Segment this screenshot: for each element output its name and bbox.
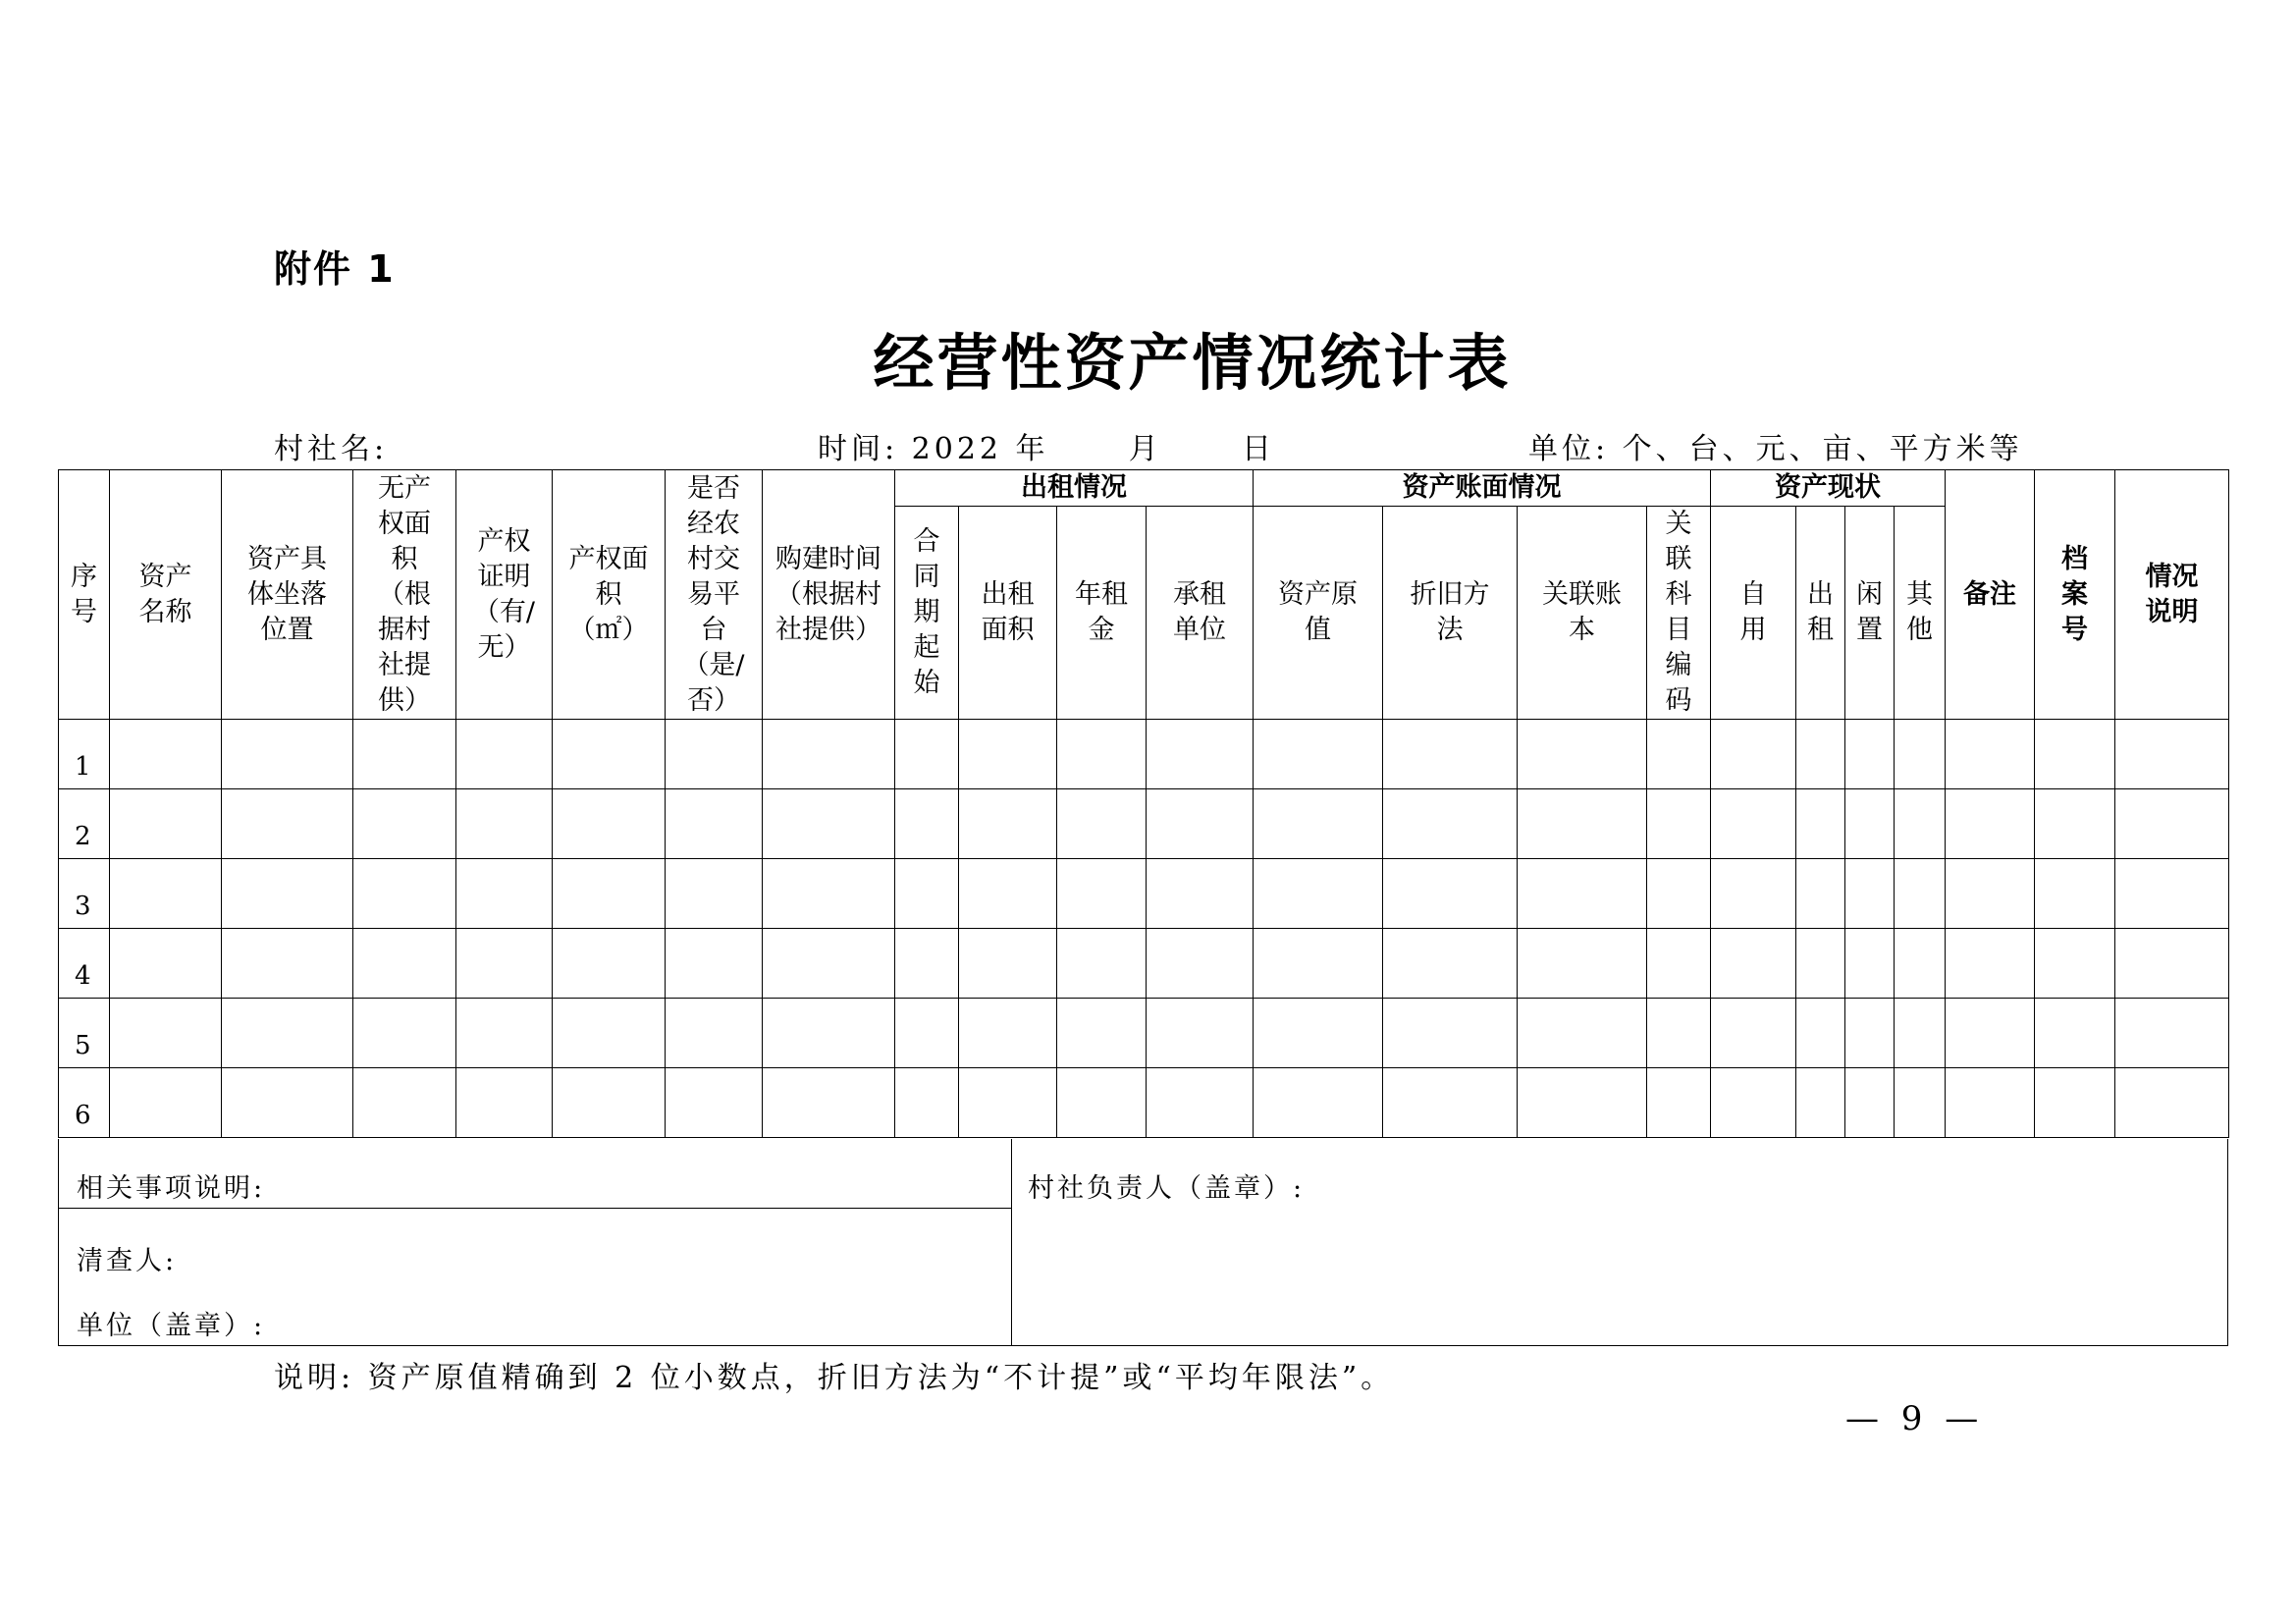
- header-rental-group: 出租情况: [895, 470, 1254, 507]
- header-related-book: 关联账本: [1518, 507, 1647, 720]
- table-cell: [1518, 789, 1647, 859]
- table-cell: [1147, 720, 1254, 789]
- header-status-group: 资产现状: [1711, 470, 1946, 507]
- table-cell: [1711, 1068, 1796, 1138]
- table-cell: [1845, 929, 1895, 999]
- unit-label: 单位: 个、台、元、亩、平方米等: [1528, 432, 2023, 466]
- table-cell: [1057, 999, 1147, 1068]
- table-cell: [666, 999, 763, 1068]
- table-cell: [1711, 720, 1796, 789]
- table-cell: [1946, 1068, 2035, 1138]
- related-matters-label: 相关事项说明:: [77, 1173, 266, 1204]
- table-cell: [959, 929, 1057, 999]
- table-cell: [1711, 789, 1796, 859]
- table-cell: [2115, 1068, 2229, 1138]
- page-number: — 9 —: [1845, 1399, 1985, 1438]
- row-number: 3: [59, 859, 110, 929]
- table-cell: [1383, 929, 1518, 999]
- inspector-label: 清查人:: [77, 1246, 178, 1276]
- header-idle: 闲置: [1845, 507, 1895, 720]
- table-cell: [1895, 1068, 1946, 1138]
- header-contract-start: 合同期起始: [895, 507, 959, 720]
- table-cell: [110, 999, 222, 1068]
- table-cell: [763, 1068, 895, 1138]
- table-cell: [959, 789, 1057, 859]
- table-cell: [222, 929, 353, 999]
- table-cell: [1383, 859, 1518, 929]
- table-cell: [895, 929, 959, 999]
- table-cell: [895, 789, 959, 859]
- table-cell: [1711, 929, 1796, 999]
- header-tenant: 承租单位: [1147, 507, 1254, 720]
- table-cell: [1845, 1068, 1895, 1138]
- table-cell: [2115, 999, 2229, 1068]
- table-cell: [2035, 999, 2115, 1068]
- table-cell: [1147, 999, 1254, 1068]
- footnote: 说明: 资产原值精确到 2 位小数点，折旧方法为“不计提”或“平均年限法”。: [274, 1361, 1395, 1395]
- table-cell: [763, 720, 895, 789]
- table-cell: [895, 720, 959, 789]
- table-cell: [1057, 1068, 1147, 1138]
- table-cell: [666, 1068, 763, 1138]
- table-cell: [1796, 859, 1845, 929]
- table-cell: [959, 720, 1057, 789]
- table-cell: [1895, 789, 1946, 859]
- table-cell: [553, 720, 666, 789]
- table-cell: [1845, 720, 1895, 789]
- header-subject-code: 关联科目编码: [1647, 507, 1711, 720]
- table-cell: [763, 789, 895, 859]
- row-number: 4: [59, 929, 110, 999]
- table-cell: [222, 789, 353, 859]
- table-row: [59, 859, 2229, 929]
- table-cell: [1711, 859, 1796, 929]
- table-cell: [1946, 789, 2035, 859]
- table-cell: [2115, 859, 2229, 929]
- table-cell: [2115, 929, 2229, 999]
- table-cell: [1518, 999, 1647, 1068]
- table-cell: [110, 859, 222, 929]
- table-cell: [456, 789, 553, 859]
- table-cell: [1946, 929, 2035, 999]
- table-cell: [1895, 929, 1946, 999]
- table-row: [59, 1068, 2229, 1138]
- village-head-seal-label: 村社负责人（盖章）:: [1028, 1173, 1306, 1204]
- table-cell: [456, 929, 553, 999]
- header-annual-rent: 年租金: [1057, 507, 1147, 720]
- row-number: 6: [59, 1068, 110, 1138]
- table-cell: [2035, 720, 2115, 789]
- table-cell: [456, 999, 553, 1068]
- table-cell: [895, 859, 959, 929]
- time-label: 时间: 2022 年 月 日: [818, 432, 1275, 466]
- table-cell: [1518, 929, 1647, 999]
- header-depreciation: 折旧方法: [1383, 507, 1518, 720]
- table-cell: [1254, 999, 1383, 1068]
- header-rented: 出租: [1796, 507, 1845, 720]
- header-location: 资产具体坐落位置: [222, 470, 353, 720]
- table-cell: [1147, 859, 1254, 929]
- table-cell: [1057, 720, 1147, 789]
- table-cell: [353, 789, 456, 859]
- table-cell: [353, 859, 456, 929]
- table-cell: [1254, 859, 1383, 929]
- table-cell: [456, 859, 553, 929]
- table-cell: [2035, 789, 2115, 859]
- table-cell: [553, 1068, 666, 1138]
- header-rental-area: 出租面积: [959, 507, 1057, 720]
- table-cell: [456, 720, 553, 789]
- table-cell: [1647, 720, 1711, 789]
- table-cell: [1147, 789, 1254, 859]
- table-cell: [110, 720, 222, 789]
- table-cell: [1254, 1068, 1383, 1138]
- table-cell: [1796, 1068, 1845, 1138]
- table-cell: [1383, 720, 1518, 789]
- table-cell: [2115, 720, 2229, 789]
- table-cell: [2115, 789, 2229, 859]
- table-cell: [353, 999, 456, 1068]
- table-cell: [1845, 789, 1895, 859]
- table-cell: [553, 999, 666, 1068]
- table-cell: [2035, 859, 2115, 929]
- table-cell: [959, 999, 1057, 1068]
- table-cell: [222, 999, 353, 1068]
- header-cert: 产权证明（有/无）: [456, 470, 553, 720]
- table-cell: [353, 929, 456, 999]
- table-cell: [1895, 859, 1946, 929]
- header-no-cert-area: 无产权面积（根据村社提供）: [353, 470, 456, 720]
- table-cell: [222, 720, 353, 789]
- table-cell: [666, 929, 763, 999]
- table-cell: [1796, 789, 1845, 859]
- table-cell: [1383, 1068, 1518, 1138]
- table-cell: [1147, 1068, 1254, 1138]
- table-row: [59, 929, 2229, 999]
- table-cell: [1254, 720, 1383, 789]
- table-cell: [1647, 929, 1711, 999]
- header-explanation: 情况说明: [2115, 470, 2229, 720]
- footer-box: [58, 1139, 2228, 1346]
- table-cell: [2035, 1068, 2115, 1138]
- table-row: [59, 720, 2229, 789]
- table-cell: [222, 859, 353, 929]
- table-cell: [1796, 720, 1845, 789]
- header-trade-platform: 是否经农村交易平台（是/否）: [666, 470, 763, 720]
- header-other: 其他: [1895, 507, 1946, 720]
- table-cell: [1895, 720, 1946, 789]
- table-cell: [1946, 720, 2035, 789]
- header-cert-area: 产权面积（㎡）: [553, 470, 666, 720]
- table-cell: [666, 789, 763, 859]
- header-remarks: 备注: [1946, 470, 2035, 720]
- attachment-label: 附件 1: [274, 247, 396, 291]
- table-cell: [353, 720, 456, 789]
- table-cell: [1383, 999, 1518, 1068]
- table-cell: [1647, 789, 1711, 859]
- table-cell: [1254, 929, 1383, 999]
- table-cell: [1845, 999, 1895, 1068]
- table-cell: [1518, 859, 1647, 929]
- unit-seal-label: 单位（盖章）:: [77, 1311, 266, 1341]
- table-row: [59, 999, 2229, 1068]
- table-cell: [1383, 789, 1518, 859]
- table-cell: [763, 929, 895, 999]
- table-cell: [1845, 859, 1895, 929]
- table-cell: [1057, 929, 1147, 999]
- table-cell: [895, 999, 959, 1068]
- table-cell: [895, 1068, 959, 1138]
- table-cell: [553, 859, 666, 929]
- table-cell: [1057, 859, 1147, 929]
- table-cell: [1147, 929, 1254, 999]
- table-cell: [110, 929, 222, 999]
- footer-divider-horizontal: [59, 1208, 1011, 1209]
- table-cell: [1711, 999, 1796, 1068]
- table-cell: [666, 859, 763, 929]
- table-cell: [1946, 859, 2035, 929]
- table-cell: [1796, 999, 1845, 1068]
- table-cell: [553, 789, 666, 859]
- table-cell: [1647, 999, 1711, 1068]
- header-seq: 序号: [59, 470, 110, 720]
- document-title: 经营性资产情况统计表: [873, 327, 1512, 399]
- table-cell: [553, 929, 666, 999]
- table-cell: [110, 1068, 222, 1138]
- table-cell: [456, 1068, 553, 1138]
- table-cell: [763, 859, 895, 929]
- table-cell: [110, 789, 222, 859]
- header-self-use: 自用: [1711, 507, 1796, 720]
- table-row: [59, 789, 2229, 859]
- table-cell: [2035, 929, 2115, 999]
- footer-divider-vertical: [1011, 1139, 1012, 1346]
- table-cell: [1057, 789, 1147, 859]
- table-cell: [1946, 999, 2035, 1068]
- table-cell: [666, 720, 763, 789]
- header-asset-name: 资产名称: [110, 470, 222, 720]
- table-cell: [1895, 999, 1946, 1068]
- table-cell: [1796, 929, 1845, 999]
- header-archive-no: 档案号: [2035, 470, 2115, 720]
- asset-statistics-table: [58, 469, 2229, 1138]
- table-cell: [1647, 1068, 1711, 1138]
- table-cell: [222, 1068, 353, 1138]
- table-cell: [763, 999, 895, 1068]
- table-cell: [353, 1068, 456, 1138]
- header-original-value: 资产原值: [1254, 507, 1383, 720]
- village-name-label: 村社名:: [274, 432, 389, 466]
- row-number: 2: [59, 789, 110, 859]
- row-number: 5: [59, 999, 110, 1068]
- header-purchase-time: 购建时间（根据村社提供）: [763, 470, 895, 720]
- table-cell: [1518, 1068, 1647, 1138]
- header-book-group: 资产账面情况: [1254, 470, 1711, 507]
- table-cell: [1647, 859, 1711, 929]
- table-cell: [959, 859, 1057, 929]
- table-cell: [1254, 789, 1383, 859]
- table-cell: [1518, 720, 1647, 789]
- row-number: 1: [59, 720, 110, 789]
- table-cell: [959, 1068, 1057, 1138]
